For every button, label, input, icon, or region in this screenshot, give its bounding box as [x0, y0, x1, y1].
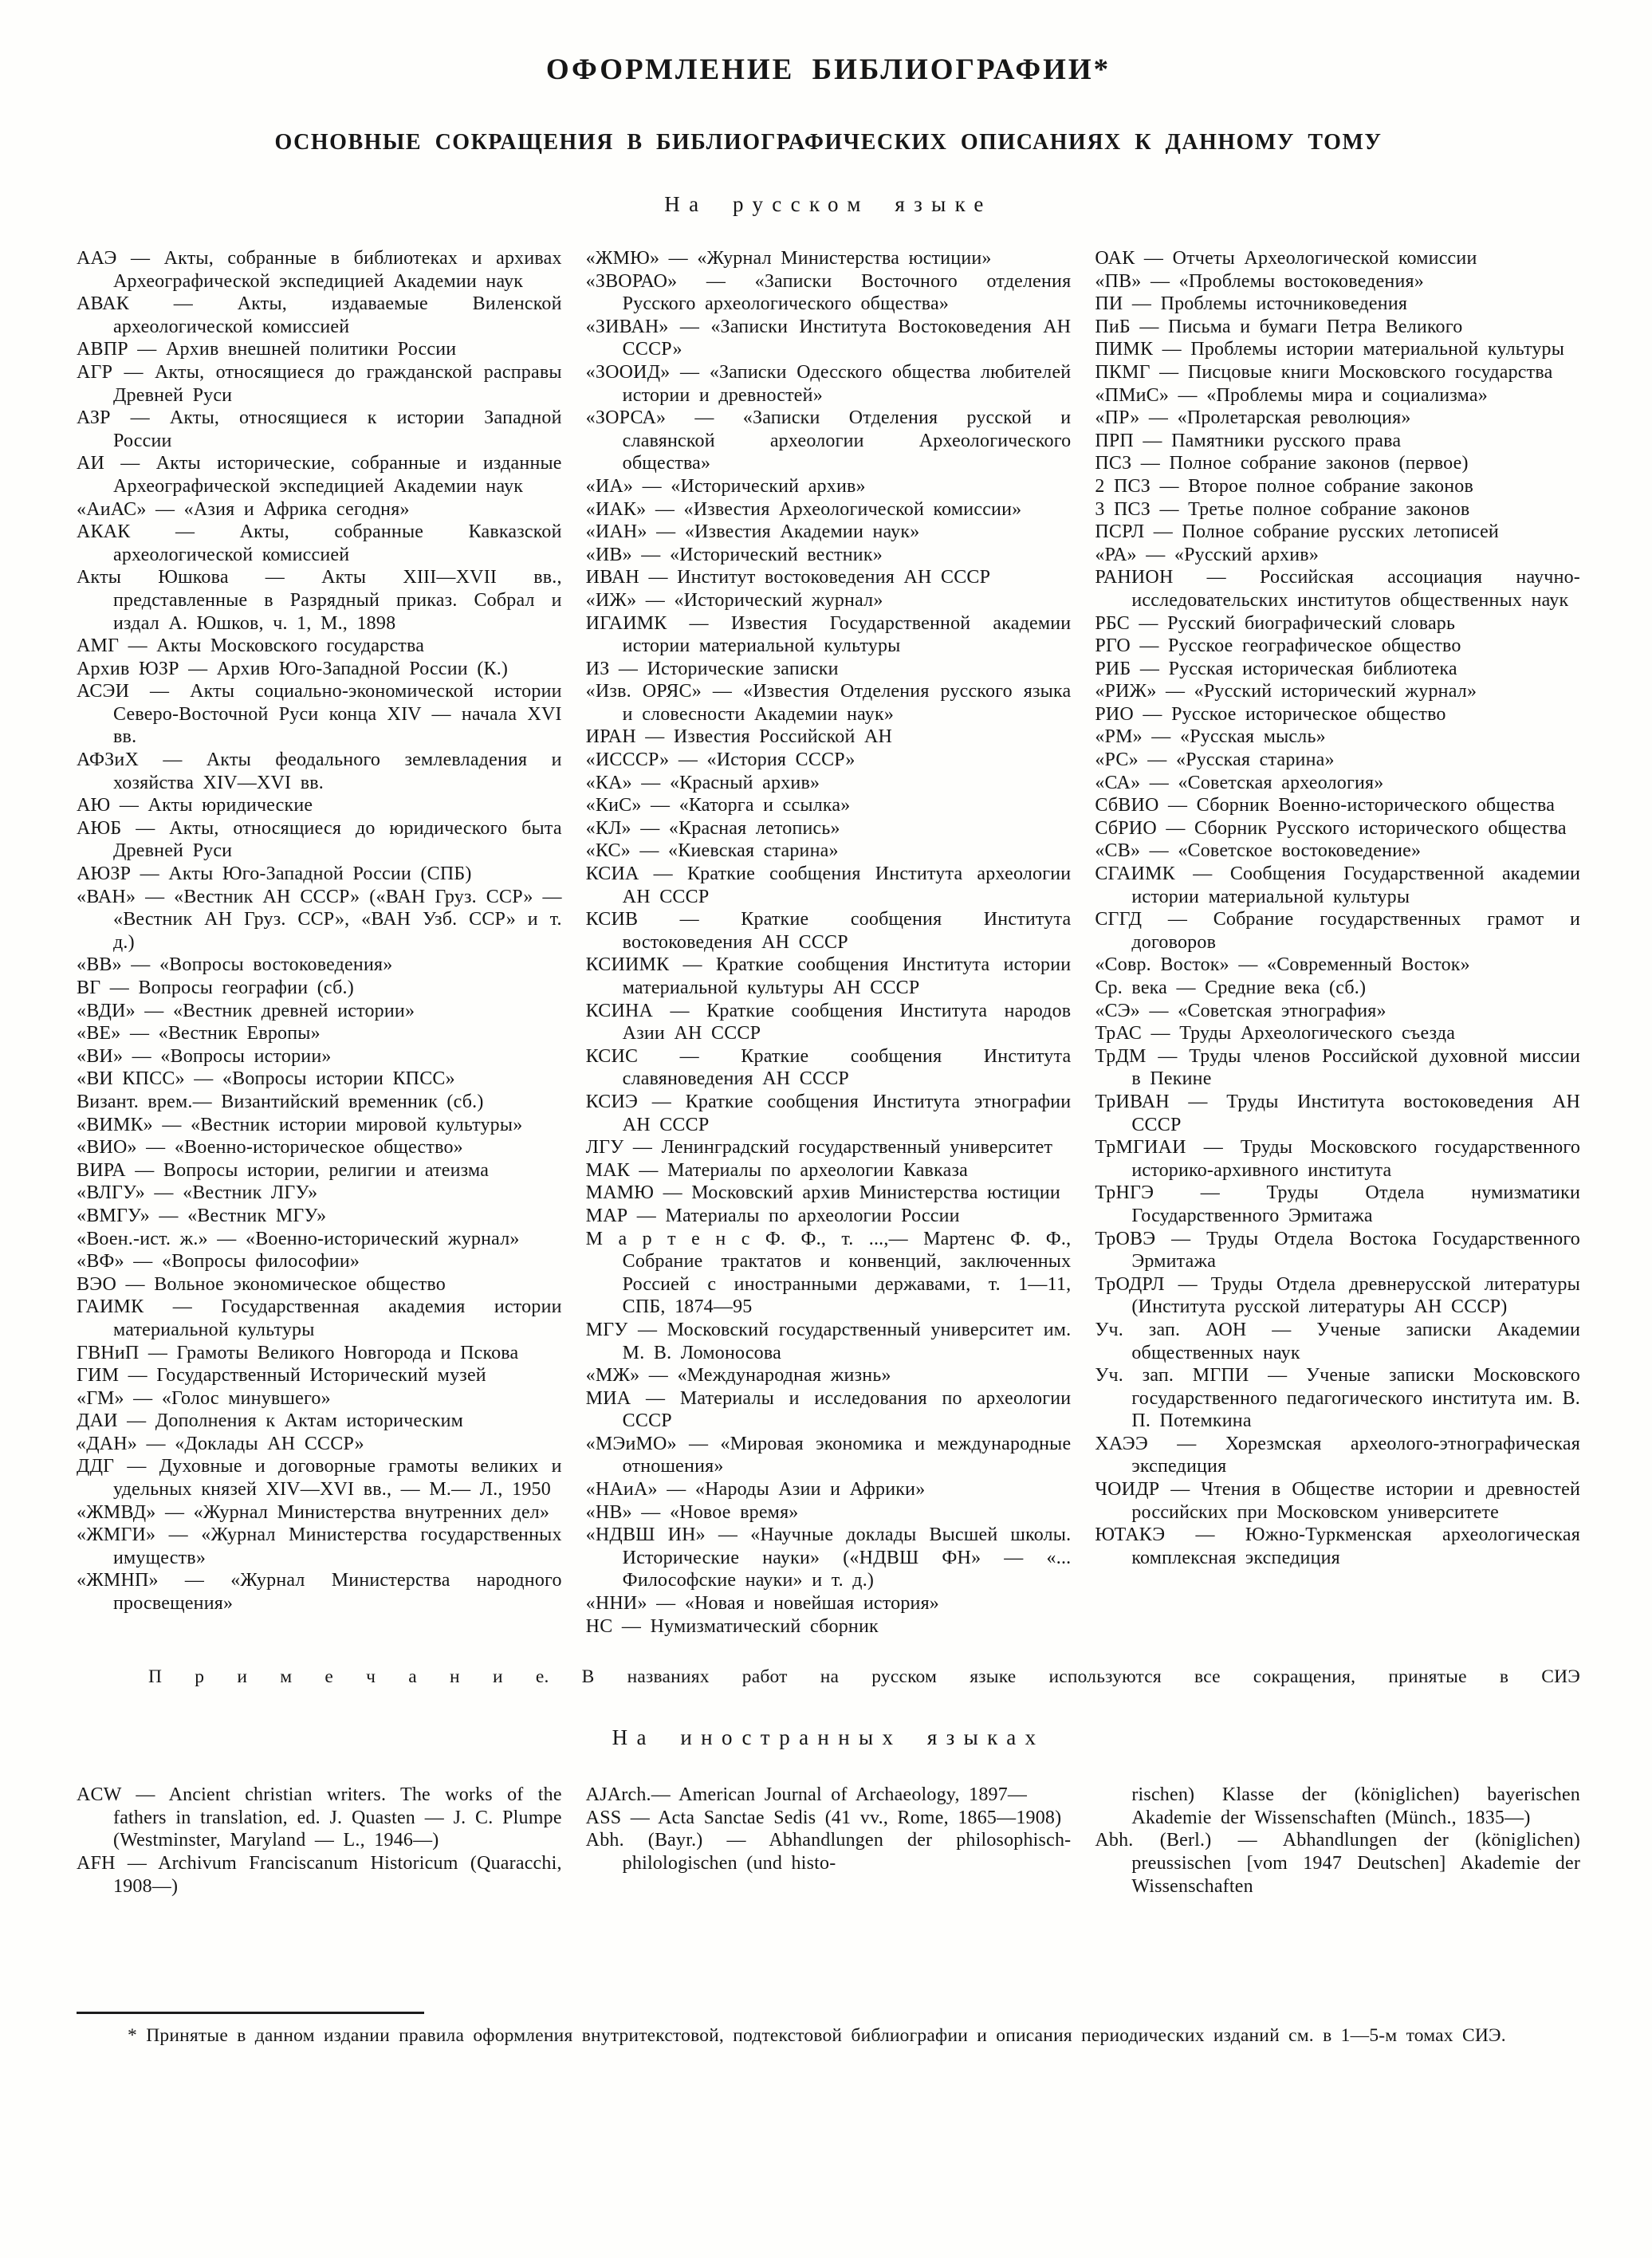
abbrev-entry: «ГМ» — «Голос минувшего» — [77, 1387, 331, 1409]
abbrev-entry: КСИВ — Краткие сообщения Института востоковедения АН СССР — [585, 909, 1072, 953]
abbrev-entry: МАМЮ — Московский архив Министерства юстиции — [585, 1182, 1060, 1204]
abbrev-entry: AJArch.— American Journal of Archaeology, 1897— — [585, 1784, 1028, 1806]
abbrev-entry: ГАИМК — Государственная академия истории материальной культуры — [77, 1296, 562, 1340]
abbrev-entry: ПИ — Проблемы источниковедения — [1095, 293, 1408, 315]
abbrev-entry: «РС» — «Русская старина» — [1095, 749, 1335, 771]
abbrev-entry: ЛГУ — Ленинградский государственный университет — [585, 1137, 1053, 1159]
page-subtitle: ОСНОВНЫЕ СОКРАЩЕНИЯ В БИБЛИОГРАФИЧЕСКИХ ОПИСАНИЯХ К ДАННОМУ ТОМУ — [274, 130, 1383, 155]
abbrev-entry: КСИС — Краткие сообщения Института славяноведения АН СССР — [585, 1045, 1072, 1090]
abbrev-entry: СГАИМК — Сообщения Государственной академии истории материальной культуры — [1095, 863, 1581, 907]
abbrev-entry: «ЗИВАН» — «Записки Института Востоковедения АН СССР» — [585, 316, 1072, 360]
abbrev-entry: МГУ — Московский государственный университет им. М. В. Ломоносова — [585, 1319, 1072, 1363]
abbrev-entry: «ИАН» — «Известия Академии наук» — [585, 521, 920, 543]
abbrev-entry: АЮЗР — Акты Юго-Западной России (СПБ) — [77, 863, 472, 885]
abbrev-entry: «РМ» — «Русская мысль» — [1095, 726, 1326, 748]
abbrev-entry: АЮБ — Акты, относящиеся до юридического быта Древней Руси — [77, 817, 562, 862]
abbrev-entry: АИ — Акты исторические, собранные и изданные Археографической экспедицией Академии наук — [77, 453, 562, 497]
abbrev-entry: «ИЖ» — «Исторический журнал» — [585, 589, 883, 611]
abbrev-entry: «ИА» — «Исторический архив» — [585, 475, 866, 497]
abbrev-entry: МИА — Материалы и исследования по археологии СССР — [585, 1387, 1072, 1432]
abbrev-entry: «Воен.-ист. ж.» — «Военно-исторический журнал» — [77, 1228, 520, 1249]
abbrev-entry: ASS — Acta Sanctae Sedis (41 vv., Rome, 1865—1908) — [585, 1807, 1062, 1828]
abbrev-entry: «ВИ КПСС» — «Вопросы истории КПСС» — [77, 1068, 455, 1090]
abbrev-entry: «ВЕ» — «Вестник Европы» — [77, 1023, 321, 1044]
abbrev-entry: Акты Юшкова — Акты XIII—XVII вв., представленные в Разрядный приказ. Собрал и издал А. Юшков, ч. 1, М., 1898 — [77, 567, 562, 634]
note-line: П р и м е ч а н и е. В названиях работ на русском языке используются все сокращения, принятые в СИЭ — [148, 1666, 1580, 1688]
abbrev-entry: ОАК — Отчеты Археологической комиссии — [1095, 248, 1477, 269]
abbrev-entry: ТрДМ — Труды членов Российской духовной миссии в Пекине — [1095, 1045, 1581, 1090]
abbrev-entry: «РИЖ» — «Русский исторический журнал» — [1095, 681, 1477, 702]
abbrev-entry: «СЭ» — «Советская этнография» — [1095, 1000, 1386, 1021]
abbrev-entry: rischen) Klasse der (königlichen) bayerischen Akademie der Wissenschaften (Münch., 1835—) — [1131, 1784, 1581, 1828]
abbrev-entry: «ВИ» — «Вопросы истории» — [77, 1045, 332, 1067]
abbrev-entry: АМГ — Акты Московского государства — [77, 635, 425, 657]
abbrev-entry: Архив ЮЗР — Архив Юго-Западной России (К.) — [77, 658, 509, 679]
abbrev-entry: М а р т е н с Ф. Ф., т. ...,— Мартенс Ф. Ф., Собрание трактатов и конвенций, заключенных Россией с иностранными державами, т. 1—11, СПБ, 1874—95 — [585, 1228, 1072, 1318]
abbrev-entry: ААЭ — Акты, собранные в библиотеках и архивах Археографической экспедицией Академии наук — [77, 248, 562, 292]
footnote: * Принятые в данном издании правила оформления внутритекстовой, подтекстовой библиографии и описания периодических изданий см. в 1—5-м томах СИЭ. — [128, 2025, 1506, 2047]
abbrev-entry: «ЖМВД» — «Журнал Министерства внутренних дел» — [77, 1501, 550, 1523]
abbrev-entry: Abh. (Berl.) — Abhandlungen der (königlichen) preussischen [vom 1947 Deutschen] Akademie der Wissenschaften — [1095, 1830, 1581, 1897]
abbrev-entry: РАНИОН — Российская ассоциация научно-исследовательских институтов общественных наук — [1095, 567, 1581, 611]
abbrev-entry: «ПР» — «Пролетарская революция» — [1095, 407, 1411, 429]
abbrev-entry: СбВИО — Сборник Военно-исторического общества — [1095, 795, 1556, 816]
abbrev-entry: «ИАК» — «Известия Археологической комиссии» — [585, 498, 1022, 520]
abbrev-entry: Уч. зап. АОН — Ученые записки Академии общественных наук — [1095, 1319, 1581, 1363]
abbrev-entry: Ср. века — Средние века (сб.) — [1095, 978, 1367, 998]
abbrev-entry: ТрНГЭ — Труды Отдела нумизматики Государственного Эрмитажа — [1095, 1182, 1581, 1226]
abbrev-entry: ДДГ — Духовные и договорные грамоты великих и удельных князей XIV—XVI вв., — М.— Л., 1950 — [77, 1456, 562, 1501]
abbrev-entry: РГО — Русское географическое общество — [1095, 635, 1461, 657]
abbrev-entry: «ВАН» — «Вестник АН СССР» («ВАН Груз. ССР» — «Вестник АН Груз. ССР», «ВАН Узб. ССР» и т. д.) — [77, 886, 562, 953]
abbrev-entry: АВАК — Акты, издаваемые Виленской археологической комиссией — [77, 293, 562, 337]
abbrev-entry: ПИМК — Проблемы истории материальной культуры — [1095, 339, 1565, 360]
russian-abbreviations-section — [77, 247, 1580, 1638]
abbrev-entry: КСИЭ — Краткие сообщения Института этнографии АН СССР — [585, 1091, 1072, 1135]
abbrev-entry: «ВМГУ» — «Вестник МГУ» — [77, 1205, 327, 1226]
abbrev-entry: ВЭО — Вольное экономическое общество — [77, 1273, 446, 1295]
abbrev-entry: «РА» — «Русский архив» — [1095, 544, 1320, 565]
abbrev-entry: ТрОДРЛ — Труды Отдела древнерусской литературы (Института русской литературы АН СССР) — [1095, 1273, 1581, 1318]
abbrev-entry: «АиАС» — «Азия и Африка сегодня» — [77, 498, 410, 520]
abbrev-entry: Уч. зап. МГПИ — Ученые записки Московского государственного педагогического института им. В. П. Потемкина — [1095, 1365, 1581, 1432]
abbrev-entry: Визант. врем.— Византийский временник (сб.) — [77, 1091, 484, 1112]
abbrev-entry: «КиС» — «Каторга и ссылка» — [585, 795, 851, 816]
abbrev-entry: ИГАИМК — Известия Государственной академии истории материальной культуры — [585, 612, 1072, 657]
abbrev-entry: Abh. (Bayr.) — Abhandlungen der philosophisch-philologischen (und histo- — [585, 1830, 1072, 1874]
abbrev-entry: «ВДИ» — «Вестник древней истории» — [77, 1000, 415, 1021]
abbrev-entry: ИЗ — Исторические записки — [585, 658, 839, 679]
abbrev-entry: АЮ — Акты юридические — [77, 795, 313, 816]
abbrev-entry: «НВ» — «Новое время» — [585, 1501, 799, 1523]
abbrev-entry: AFH — Archivum Franciscanum Historicum (Quaracchi, 1908—) — [77, 1853, 562, 1897]
section-heading-foreign: На иностранных языках — [612, 1725, 1045, 1750]
abbrev-entry: ТрМГИАИ — Труды Московского государственного историко-архивного института — [1095, 1137, 1581, 1181]
abbrev-entry: КСИИМК — Краткие сообщения Института истории материальной культуры АН СССР — [585, 954, 1072, 998]
abbrev-entry: «ИВ» — «Исторический вестник» — [585, 544, 883, 565]
abbrev-entry: «ЖМНП» — «Журнал Министерства народного просвещения» — [77, 1570, 562, 1615]
russian-column-1 — [77, 247, 562, 1638]
abbrev-entry: «ВФ» — «Вопросы философии» — [77, 1251, 360, 1273]
abbrev-entry: «ПВ» — «Проблемы востоковедения» — [1095, 270, 1424, 292]
abbrev-entry: МАК — Материалы по археологии Кавказа — [585, 1159, 968, 1181]
abbrev-entry: ACW — Ancient christian writers. The works of the fathers in translation, ed. J. Quasten — J. C. Plumpe (Westminster, Maryland — L., 1946—) — [77, 1784, 562, 1851]
abbrev-entry: «ЗВОРАО» — «Записки Восточного отделения Русского археологического общества» — [585, 270, 1072, 315]
abbrev-entry: ИРАН — Известия Российской АН — [585, 726, 893, 748]
abbrev-entry: ДАИ — Дополнения к Актам историческим — [77, 1410, 464, 1432]
abbrev-entry: 2 ПСЗ — Второе полное собрание законов — [1095, 475, 1474, 497]
abbrev-entry: «ВИО» — «Военно-историческое общество» — [77, 1137, 463, 1159]
foreign-abbreviations-section — [77, 1784, 1580, 1985]
abbrev-entry: «НАиА» — «Народы Азии и Африки» — [585, 1479, 926, 1501]
russian-column-3 — [1095, 247, 1580, 1638]
abbrev-entry: АЗР — Акты, относящиеся к истории Западной России — [77, 407, 562, 451]
abbrev-entry: ТрОВЭ — Труды Отдела Востока Государственного Эрмитажа — [1095, 1228, 1581, 1273]
abbrev-entry: АВПР — Архив внешней политики России — [77, 339, 457, 360]
abbrev-entry: «ЗОРСА» — «Записки Отделения русской и славянской археологии Археологического общества» — [585, 407, 1072, 474]
abbrev-entry: ВГ — Вопросы географии (сб.) — [77, 978, 354, 998]
abbrev-entry: АСЭИ — Акты социально-экономической истории Северо-Восточной Руси конца XIV — начала XVI вв. — [77, 681, 562, 748]
russian-column-2 — [586, 247, 1072, 1638]
abbrev-entry: «Изв. ОРЯС» — «Известия Отделения русского языка и словесности Академии наук» — [585, 681, 1072, 725]
abbrev-entry: МАР — Материалы по археологии России — [585, 1205, 960, 1226]
abbrev-entry: «СА» — «Советская археология» — [1095, 772, 1384, 793]
abbrev-entry: «ДАН» — «Доклады АН СССР» — [77, 1433, 364, 1454]
abbrev-entry: РИБ — Русская историческая библиотека — [1095, 658, 1457, 679]
page-title: ОФОРМЛЕНИЕ БИБЛИОГРАФИИ* — [545, 53, 1111, 86]
abbrev-entry: ВИРА — Вопросы истории, религии и атеизма — [77, 1159, 490, 1181]
abbrev-entry: «МЭиМО» — «Мировая экономика и международные отношения» — [585, 1433, 1072, 1477]
abbrev-entry: ПСРЛ — Полное собрание русских летописей — [1095, 521, 1499, 543]
abbrev-entry: ЧОИДР — Чтения в Обществе истории и древностей российских при Московском университете — [1095, 1479, 1581, 1523]
abbrev-entry: «МЖ» — «Международная жизнь» — [585, 1365, 891, 1387]
abbrev-entry: «КС» — «Киевская старина» — [585, 840, 839, 862]
abbrev-entry: ПСЗ — Полное собрание законов (первое) — [1095, 453, 1469, 474]
abbrev-entry: ГВНиП — Грамоты Великого Новгорода и Пскова — [77, 1342, 519, 1363]
section-heading-russian: На русском языке — [664, 192, 993, 216]
abbrev-entry: КСИНА — Краткие сообщения Института народов Азии АН СССР — [585, 1000, 1072, 1044]
abbrev-entry: 3 ПСЗ — Третье полное собрание законов — [1095, 498, 1470, 520]
abbrev-entry: «ЗООИД» — «Записки Одесского общества любителей истории и древностей» — [585, 361, 1072, 406]
abbrev-entry: «ЖМЮ» — «Журнал Министерства юстиции» — [585, 248, 992, 269]
abbrev-entry: ПРП — Памятники русского права — [1095, 430, 1402, 451]
abbrev-entry: «СВ» — «Советское востоковедение» — [1095, 840, 1422, 862]
abbrev-entry: АКАК — Акты, собранные Кавказской археологической комиссией — [77, 521, 562, 565]
abbrev-entry: ЮТАКЭ — Южно-Туркменская археологическая комплексная экспедиция — [1095, 1524, 1581, 1568]
abbrev-entry: ТрИВАН — Труды Института востоковедения АН СССР — [1095, 1091, 1581, 1135]
abbrev-entry: АГР — Акты, относящиеся до гражданской расправы Древней Руси — [77, 361, 562, 406]
abbrev-entry: НС — Нумизматический сборник — [585, 1615, 879, 1637]
foreign-column-1 — [77, 1784, 562, 1898]
abbrev-entry: «ЖМГИ» — «Журнал Министерства государственных имуществ» — [77, 1524, 562, 1568]
abbrev-entry: РИО — Русское историческое общество — [1095, 703, 1446, 725]
abbrev-entry: РБС — Русский биографический словарь — [1095, 612, 1456, 634]
abbrev-entry: «ВВ» — «Вопросы востоковедения» — [77, 954, 393, 976]
abbrev-entry: «КЛ» — «Красная летопись» — [585, 817, 840, 839]
abbrev-entry: СбРИО — Сборник Русского исторического общества — [1095, 817, 1567, 839]
abbrev-entry: «ПМиС» — «Проблемы мира и социализма» — [1095, 384, 1488, 406]
abbrev-entry: «ВИМК» — «Вестник истории мировой культуры» — [77, 1114, 523, 1135]
foreign-column-3 — [1095, 1784, 1580, 1898]
footnote-divider — [77, 2012, 424, 2014]
abbrev-entry: ХАЭЭ — Хорезмская археолого-этнографическая экспедиция — [1095, 1433, 1581, 1477]
abbrev-entry: АФЗиХ — Акты феодального землевладения и хозяйства XIV—XVI вв. — [77, 749, 562, 793]
abbrev-entry: «ННИ» — «Новая и новейшая история» — [585, 1593, 940, 1615]
abbrev-entry: ИВАН — Институт востоковедения АН СССР — [585, 567, 991, 588]
abbrev-entry: СГГД — Собрание государственных грамот и договоров — [1095, 909, 1581, 953]
abbrev-entry: ТрАС — Труды Археологического съезда — [1095, 1023, 1456, 1044]
abbrev-entry: «Совр. Восток» — «Современный Восток» — [1095, 954, 1470, 976]
abbrev-entry: «НДВШ ИН» — «Научные доклады Высшей школы. Исторические науки» («НДВШ ФН» — «... Философские науки» и т. д.) — [585, 1524, 1072, 1591]
abbrev-entry: КСИА — Краткие сообщения Института археологии АН СССР — [585, 863, 1072, 907]
abbrev-entry: «ВЛГУ» — «Вестник ЛГУ» — [77, 1182, 318, 1204]
foreign-column-2 — [586, 1784, 1072, 1874]
abbrev-entry: ПиБ — Письма и бумаги Петра Великого — [1095, 316, 1463, 337]
abbrev-entry: ГИМ — Государственный Исторический музей — [77, 1365, 486, 1387]
abbrev-entry: «ИСССР» — «История СССР» — [585, 749, 856, 771]
abbrev-entry: ПКМГ — Писцовые книги Московского государства — [1095, 361, 1553, 383]
abbrev-entry: «КА» — «Красный архив» — [585, 772, 820, 793]
